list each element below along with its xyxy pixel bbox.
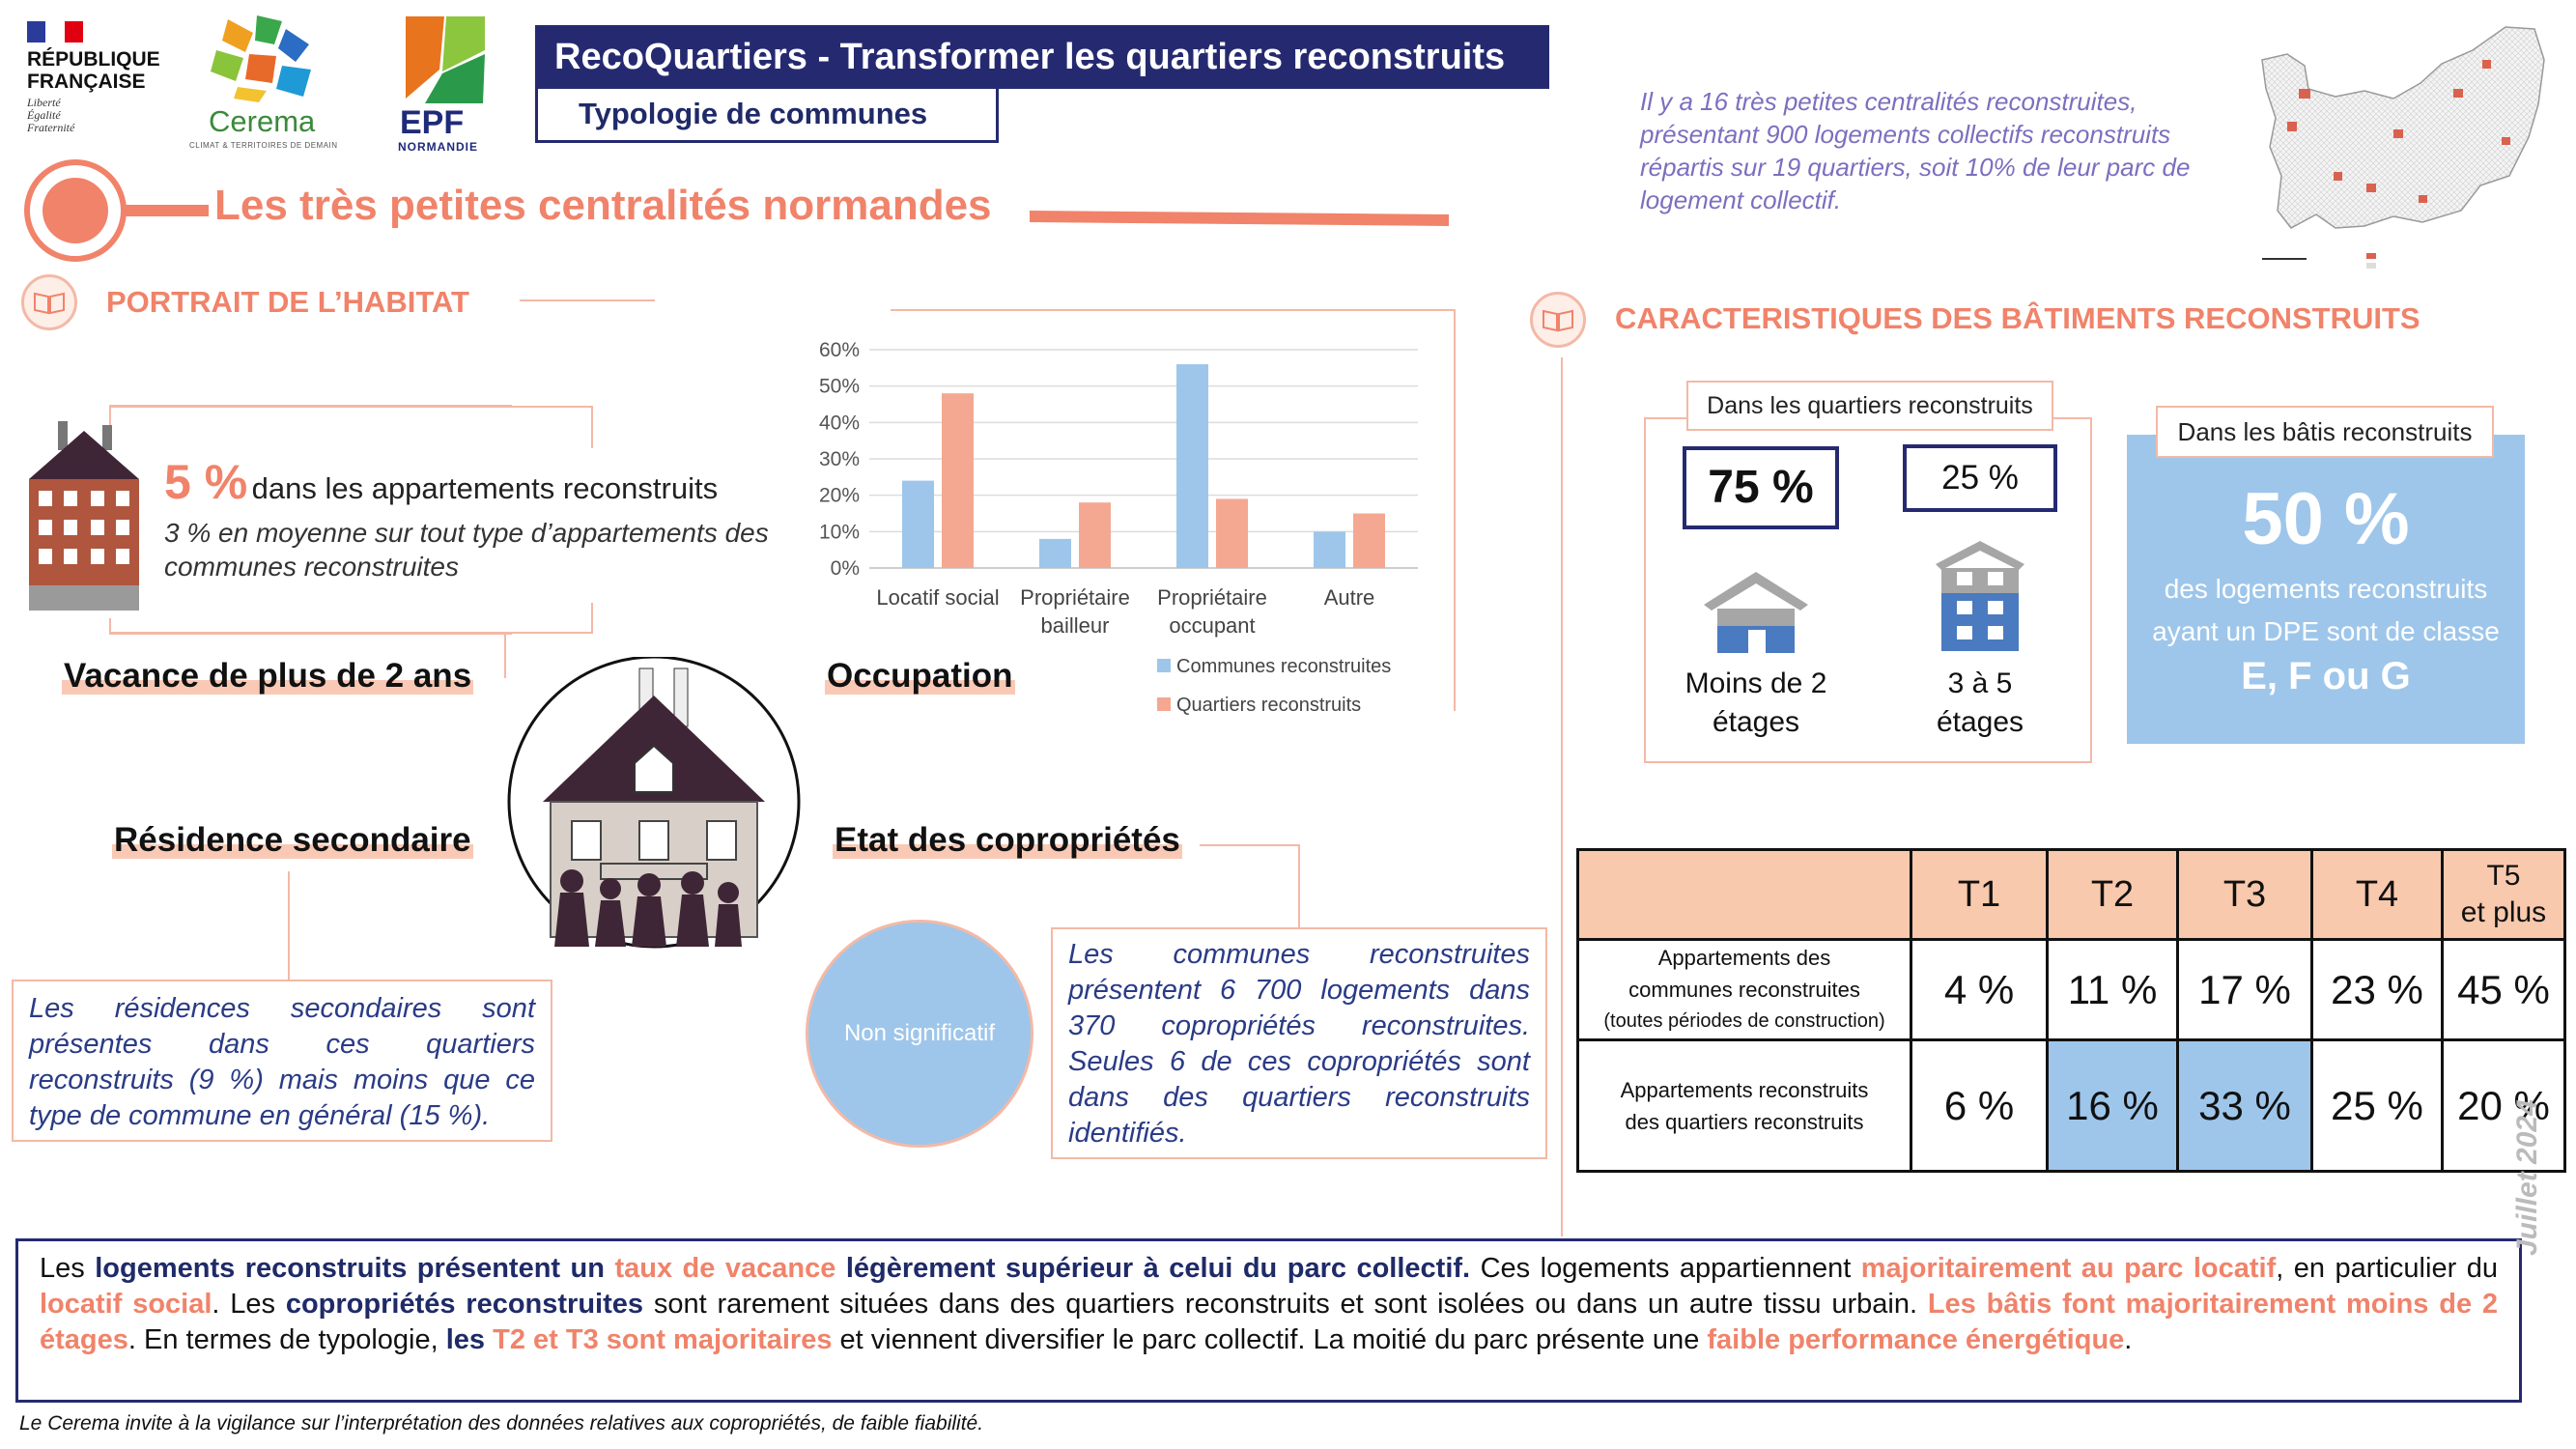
- chart-bar: [1353, 514, 1385, 569]
- summary-segment: Ces logements appartiennent: [1470, 1253, 1861, 1284]
- chart-legend-label: Quartiers reconstruits: [1176, 695, 1362, 716]
- table-cell: 45 %: [2443, 940, 2565, 1040]
- table-cell-highlight: 33 %: [2178, 1040, 2312, 1172]
- table-cell: 17 %: [2178, 940, 2312, 1040]
- chart-legend-swatch: [1157, 697, 1171, 711]
- summary-segment: majoritairement au parc locatif: [1860, 1253, 2277, 1284]
- portrait-heading-rule: [520, 299, 655, 301]
- epf-emblem-icon: [396, 12, 493, 108]
- dpe-panel: [2127, 435, 2525, 744]
- pct-mid-stories: 25 %: [1903, 444, 2057, 512]
- table-row: [1578, 1040, 2565, 1172]
- copro-connector-h: [1200, 844, 1300, 846]
- chart-bar: [1079, 502, 1111, 568]
- table-cell: 11 %: [2048, 940, 2178, 1040]
- dpe-pct: 50 %: [2242, 478, 2410, 560]
- book-icon: [21, 274, 77, 330]
- summary-segment: Les: [40, 1253, 96, 1284]
- residence-connector: [288, 871, 290, 980]
- summary-segment: . En termes de typologie,: [127, 1324, 446, 1355]
- chart-bar: [1216, 498, 1248, 568]
- summary-box: [15, 1238, 2522, 1403]
- chart-x-tick-label: Locatif social: [876, 585, 1000, 610]
- table-header-cell: T5 et plus: [2443, 850, 2565, 940]
- summary-segment: et viennent diversifier le parc collectif. La moitié du parc présente une: [832, 1324, 1708, 1355]
- summary-segment: [835, 1253, 845, 1284]
- chart-y-tick-label: 30%: [818, 448, 860, 470]
- summary-segment: . Les: [212, 1289, 286, 1320]
- low-stories-label: Moins de 2 étages: [1684, 668, 1827, 738]
- house-illustration-icon: [504, 657, 804, 956]
- summary-segment: T2 et T3 sont majoritaires: [493, 1324, 833, 1355]
- french-flag-icon: [27, 21, 83, 43]
- residence-text: Les résidences secondaires sont présentes dans ces quartiers reconstruits (9 %) mais moins que ce type de commune en général (15 %).: [12, 980, 552, 1142]
- republique-name: RÉPUBLIQUE FRANÇAISE: [27, 48, 160, 93]
- vacance-text: dans les appartements reconstruits: [251, 471, 719, 505]
- copro-text: Les communes reconstruites présentent 6 700 logements dans 370 copropriétés reconstruites. Seules 6 de ces copropriétés sont dans des quartiers reconstruits identifiés.: [1051, 927, 1547, 1159]
- chart-legend-swatch: [1157, 659, 1171, 672]
- chart-y-tick-label: 60%: [818, 339, 860, 361]
- table-cell-highlight: 16 %: [2048, 1040, 2178, 1172]
- summary-segment: Les bâtis font majoritairement moins de 2 étages: [40, 1289, 2498, 1355]
- vacance-frame-bottom-right: [591, 603, 593, 634]
- column-divider: [1561, 357, 1563, 1236]
- typology-table: [1576, 848, 2566, 1173]
- table-cell: 23 %: [2312, 940, 2443, 1040]
- quartiers-label: Dans les quartiers reconstruits: [1686, 381, 2053, 431]
- vacance-pct: 5 %: [164, 455, 248, 509]
- table-header-cell: T2: [2048, 850, 2178, 940]
- table-cell: 20 %: [2443, 1040, 2565, 1172]
- mid-stories-label: 3 à 5 étages: [1936, 668, 2024, 738]
- vacance-stat: [164, 454, 782, 510]
- summary-segment: locatif social: [40, 1289, 212, 1320]
- chart-x-tick-label: bailleur: [1040, 613, 1110, 638]
- page-title: RecoQuartiers - Transformer les quartiers reconstruits: [535, 25, 1549, 89]
- intro-text: Il y a 16 très petites centralités reconstruites, présentant 900 logements collectifs reconstruits répartis sur 19 quartiers, soit 10% de leur parc de logement collectif.: [1640, 87, 2191, 214]
- summary-segment: copropriétés reconstruites: [285, 1289, 644, 1320]
- table-header-row: [1578, 850, 2565, 940]
- copro-label: Etat des copropriétés: [835, 821, 1180, 859]
- chart-x-tick-label: Autre: [1323, 585, 1375, 610]
- table-cell: 6 %: [1911, 1040, 2048, 1172]
- summary-segment: taux de vacance: [614, 1253, 836, 1284]
- chart-bar: [1176, 364, 1208, 568]
- vacance-sub: 3 % en moyenne sur tout type d’appartements des communes reconstruites: [164, 518, 769, 582]
- table-row: [1578, 940, 2565, 1040]
- chart-y-tick-label: 10%: [818, 521, 860, 544]
- summary-segment: , en particulier du: [2276, 1253, 2498, 1284]
- portrait-heading: PORTRAIT DE L’HABITAT: [106, 285, 469, 319]
- normandy-map-icon: [2249, 21, 2558, 272]
- cerema-emblem-icon: [189, 12, 334, 104]
- building-icon: [25, 421, 143, 614]
- copro-connector-v: [1298, 844, 1300, 927]
- copro-circle: Non significatif: [806, 920, 1033, 1148]
- summary-segment: légèrement supérieur à celui du parc collectif.: [845, 1253, 1471, 1284]
- chart-y-tick-label: 40%: [818, 412, 860, 435]
- pct-low-stories: 75 %: [1683, 446, 1839, 529]
- republique-francaise-logo: [27, 21, 182, 134]
- residence-label: Résidence secondaire: [114, 821, 471, 859]
- chart-x-tick-label: occupant: [1169, 613, 1256, 638]
- table-header-cell: T1: [1911, 850, 2048, 940]
- chart-y-tick-label: 0%: [830, 557, 860, 580]
- summary-segment: .: [2124, 1324, 2133, 1355]
- cerema-logo: Cerema CLIMAT & TERRITOIRES DE DEMAIN: [189, 12, 334, 147]
- table-row-label: Appartements des communes reconstruites (toutes périodes de construction): [1578, 940, 1911, 1040]
- chart-y-tick-label: 20%: [818, 484, 860, 507]
- batiments-heading: CARACTERISTIQUES DES BÂTIMENTS RECONSTRUITS: [1615, 301, 2420, 335]
- vacance-frame-bottom: [110, 632, 593, 634]
- table-header-cell: T3: [2178, 850, 2312, 940]
- summary-segment: [485, 1324, 493, 1355]
- footnote: Le Cerema invite à la vigilance sur l’interprétation des données relatives aux copropriétés, de faible fiabilité.: [19, 1412, 984, 1435]
- table-cell: 25 %: [2312, 1040, 2443, 1172]
- dpe-classes: E, F ou G: [2241, 655, 2411, 697]
- vacance-frame-top-right: [591, 406, 593, 448]
- section-title: Les très petites centralités normandes: [214, 182, 992, 229]
- table-cell: 4 %: [1911, 940, 2048, 1040]
- epf-normandie-logo: EPF NORMANDIE: [396, 12, 512, 147]
- summary-segment: les: [445, 1324, 486, 1355]
- summary-segment: faible performance énergétique: [1707, 1324, 2125, 1355]
- page-subtitle: Typologie de communes: [535, 89, 999, 143]
- publication-date: Juillet 2024: [2511, 1099, 2543, 1256]
- chart-x-tick-label: Propriétaire: [1157, 585, 1267, 610]
- chart-bar: [1039, 539, 1071, 568]
- batis-label: Dans les bâtis reconstruits: [2156, 406, 2494, 458]
- occupation-label: Occupation: [827, 657, 1013, 695]
- chart-bar: [902, 481, 934, 568]
- table-header-cell: T4: [2312, 850, 2443, 940]
- low-house-icon: [1700, 568, 1812, 657]
- table-corner-cell: [1578, 850, 1911, 940]
- chart-y-tick-label: 50%: [818, 375, 860, 398]
- chart-bar: [942, 393, 974, 568]
- chart-x-tick-label: Propriétaire: [1020, 585, 1130, 610]
- summary-segment: sont rarement situées dans des quartiers reconstruits et sont isolées ou dans un autre tissu urbain.: [643, 1289, 1928, 1320]
- book-icon: [1530, 292, 1586, 348]
- chart-bar: [1314, 531, 1345, 568]
- chart-legend-label: Communes reconstruites: [1176, 656, 1392, 677]
- mid-building-icon: [1932, 539, 2028, 653]
- summary-segment: [605, 1253, 614, 1284]
- summary-segment: logements reconstruits présentent un: [95, 1253, 605, 1284]
- dpe-text: des logements reconstruits ayant un DPE sont de classe: [2152, 574, 2500, 646]
- table-row-label: Appartements reconstruits des quartiers reconstruits: [1578, 1040, 1911, 1172]
- vacance-frame-top: [110, 406, 593, 408]
- vacance-label: Vacance de plus de 2 ans: [64, 657, 472, 695]
- republique-motto: Liberté Égalité Fraternité: [27, 96, 75, 134]
